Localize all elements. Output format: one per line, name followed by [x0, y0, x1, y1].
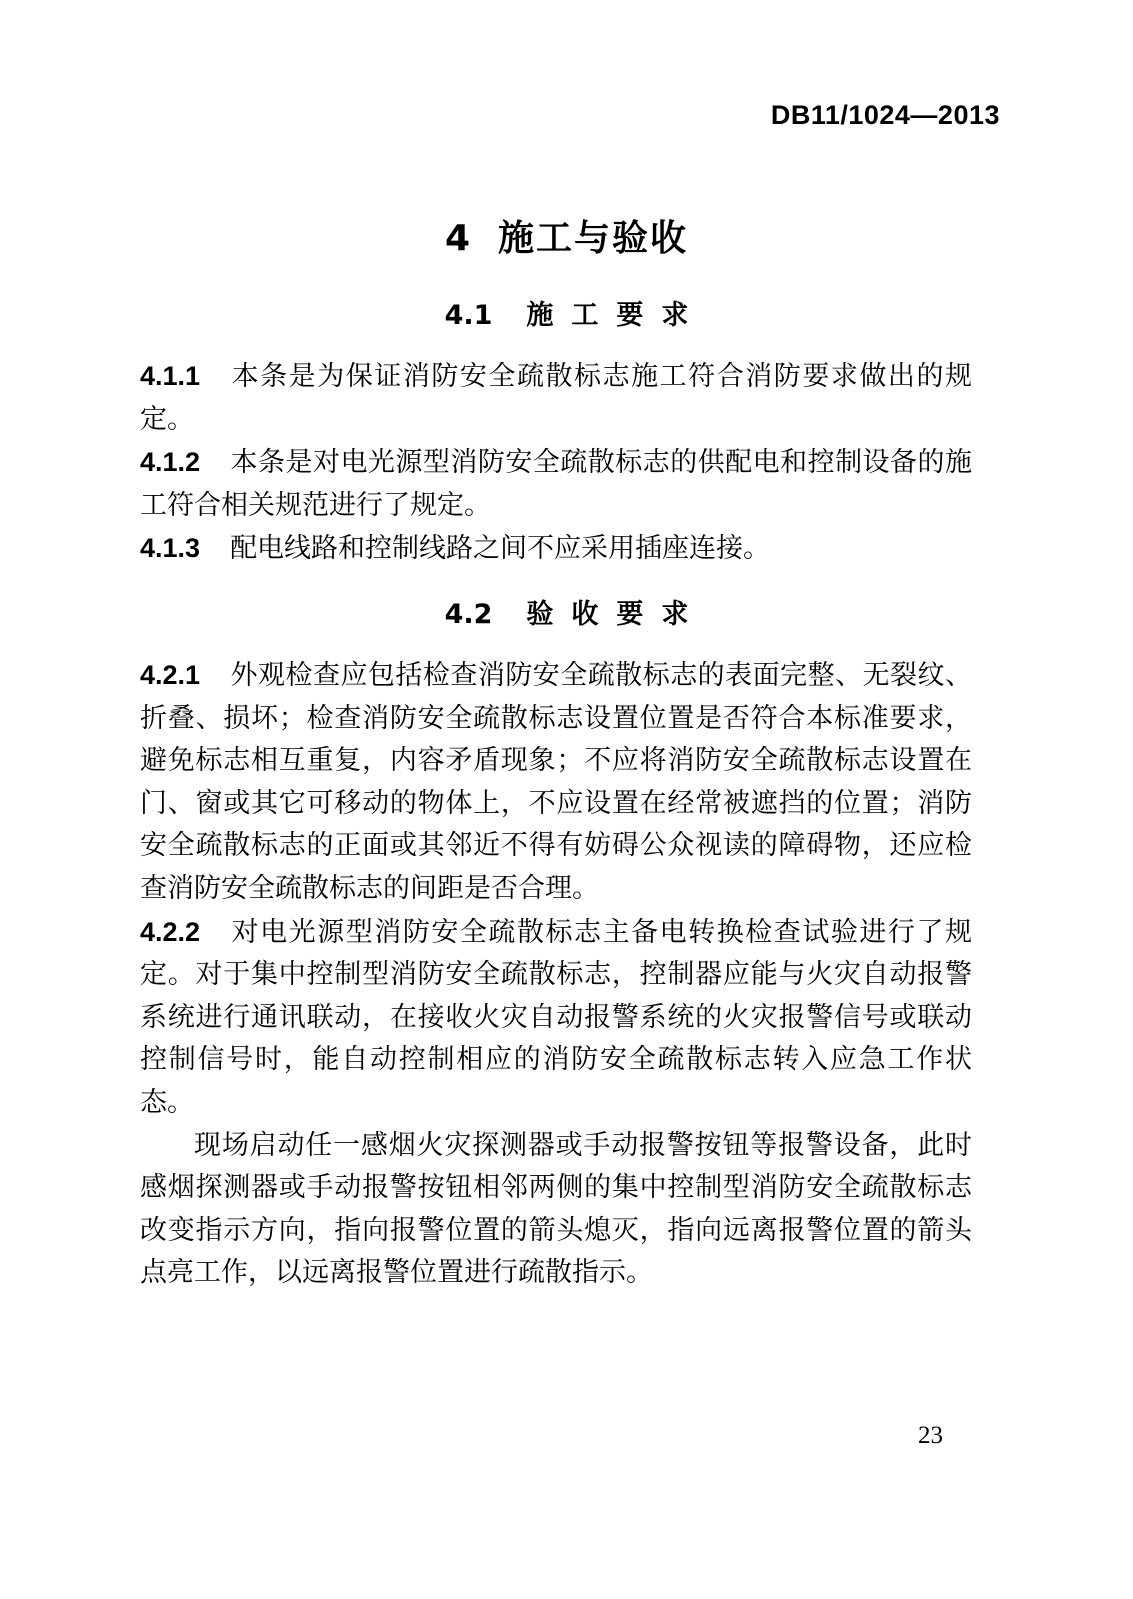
section-title-text: 施工要求 [526, 300, 707, 331]
chapter-title [0, 210, 1133, 261]
clause-4-2-1 [140, 654, 972, 911]
clause-number: 4.1.2 [140, 447, 201, 478]
section-4-2-body [140, 654, 972, 1295]
section-number: 4.2 [444, 599, 493, 630]
page-number: 23 [918, 1422, 943, 1449]
section-title-4-1 [0, 293, 1133, 332]
clause-text: 对电光源型消防安全疏散标志主备电转换检查试验进行了规定。对于集中控制型消防安全疏散标志，控制器应能与火灾自动报警系统进行通讯联动，在接收火灾自动报警系统的火灾报警信号或联动控制信号时，能自动控制相应的消防安全疏散标志转入应急工作状态。 [140, 916, 972, 1118]
paragraph-text: 现场启动任一感烟火灾探测器或手动报警按钮等报警设备，此时感烟探测器或手动报警按钮相邻两侧的集中控制型消防安全疏散标志改变指示方向，指向报警位置的箭头熄灭，指向远离报警位置的箭头点亮工作，以远离报警位置进行疏散指示。 [140, 1129, 972, 1289]
section-title-4-2 [0, 592, 1133, 631]
clause-4-1-3 [140, 527, 972, 571]
chapter-title-text: 施工与验收 [498, 218, 689, 259]
chapter-number: 4 [444, 218, 473, 259]
clause-number: 4.1.3 [140, 533, 201, 564]
clause-text: 本条是为保证消防安全疏散标志施工符合消防要求做出的规定。 [140, 361, 972, 435]
clause-4-1-1 [140, 355, 972, 441]
clause-number: 4.2.2 [140, 916, 201, 947]
section-4-1-body [140, 355, 972, 571]
clause-text: 本条是对电光源型消防安全疏散标志的供配电和控制设备的施工符合相关规范进行了规定。 [140, 447, 972, 521]
clause-text: 外观检查应包括检查消防安全疏散标志的表面完整、无裂纹、折叠、损坏；检查消防安全疏散标志设置位置是否符合本标准要求，避免标志相互重复，内容矛盾现象；不应将消防安全疏散标志设置在门、窗或其它可移动的物体上，不应设置在经常被遮挡的位置；消防安全疏散标志的正面或其邻近不得有妨碍公众视读的障碍物，还应检查消防安全疏散标志的间距是否合理。 [140, 660, 972, 904]
section-number: 4.1 [444, 300, 493, 331]
clause-text: 配电线路和控制线路之间不应采用插座连接。 [230, 533, 771, 565]
section-title-text: 验收要求 [526, 599, 707, 630]
clause-number: 4.2.1 [140, 660, 201, 690]
clause-4-2-2 [140, 911, 972, 1125]
clause-number: 4.1.1 [140, 361, 201, 391]
standard-code: DB11/1024—2013 [770, 100, 1000, 130]
clause-4-1-2 [140, 441, 972, 527]
